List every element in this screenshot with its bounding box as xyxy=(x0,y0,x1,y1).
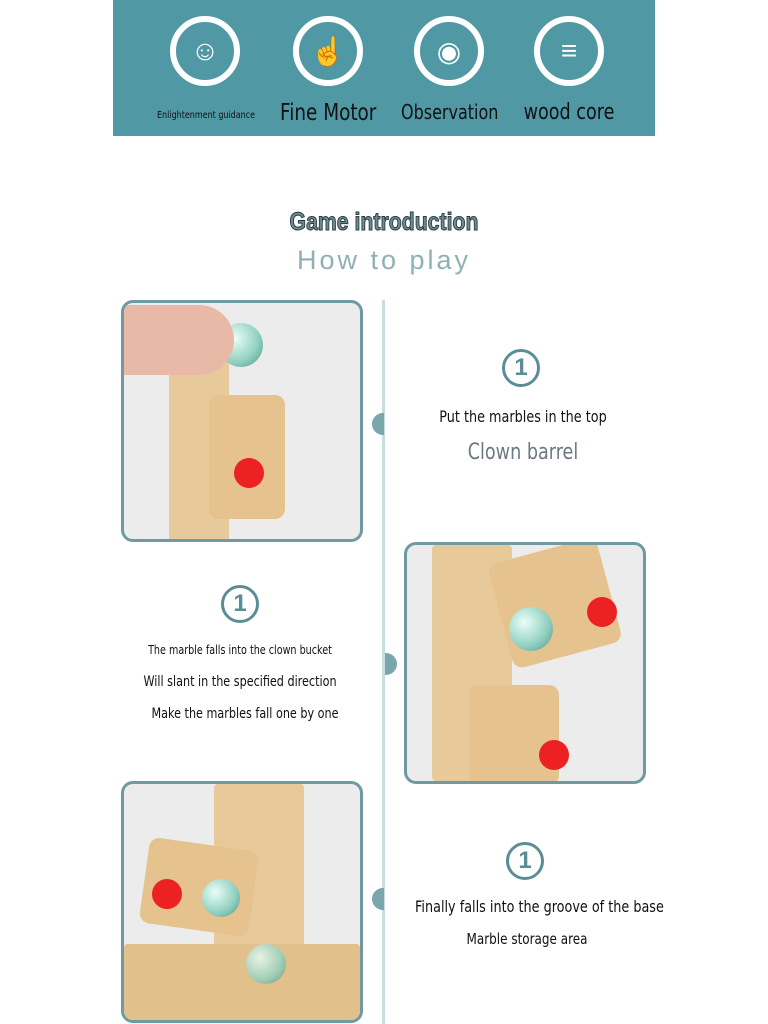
feature-label: Fine Motor xyxy=(280,100,377,126)
photo-top-barrel xyxy=(121,300,363,542)
timeline-dot xyxy=(385,653,397,675)
pointing-hand-icon: ☝ xyxy=(293,16,363,86)
timeline-dot xyxy=(372,413,384,435)
feature-label: Enlightenment guidance xyxy=(157,110,256,121)
step-text: Put the marbles in the top xyxy=(439,407,607,426)
features-banner xyxy=(113,0,655,136)
baby-face-icon: ☺ xyxy=(170,16,240,86)
step-text: Marble storage area xyxy=(466,930,588,948)
photo-base-groove xyxy=(121,781,363,1023)
section-title: Game introduction xyxy=(289,208,479,236)
feature-enlightenment xyxy=(145,16,265,121)
step-text: The marble falls into the clown bucket xyxy=(148,643,332,657)
feature-label: wood core xyxy=(523,100,615,125)
step-number: 1 xyxy=(221,585,259,623)
feature-wood-core xyxy=(509,16,629,125)
section-subtitle: How to play xyxy=(296,245,472,275)
eye-icon: ◉ xyxy=(414,16,484,86)
feature-label: Observation xyxy=(401,100,499,124)
timeline-dot xyxy=(372,888,384,910)
step-text: Will slant in the specified direction xyxy=(143,674,337,690)
step-number: 1 xyxy=(502,349,540,387)
feature-fine-motor xyxy=(268,16,388,126)
feature-observation xyxy=(389,16,509,124)
step-text: Make the marbles fall one by one xyxy=(151,706,339,722)
step-number: 1 xyxy=(506,842,544,880)
step-text: Clown barrel xyxy=(467,440,579,465)
photo-falling-marble xyxy=(404,542,646,784)
step-text: Finally falls into the groove of the base xyxy=(415,897,664,916)
logs-icon: ≡ xyxy=(534,16,604,86)
